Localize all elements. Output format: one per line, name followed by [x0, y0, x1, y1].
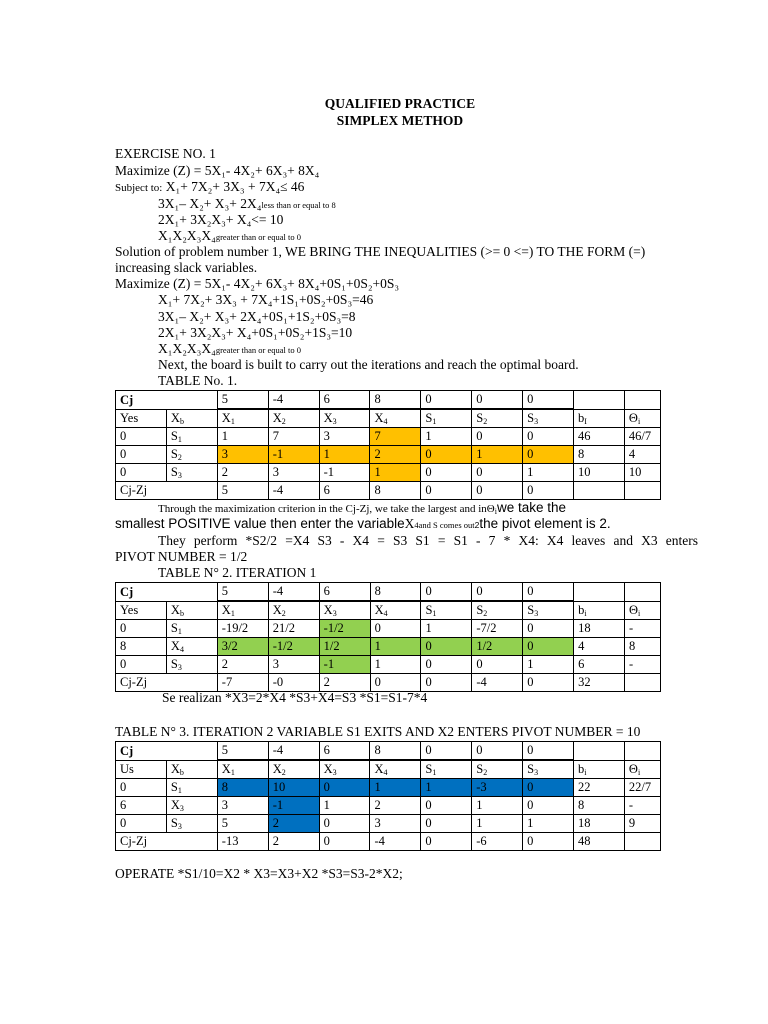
operations-line: They perform *S2/2 =X4 S3 - X4 = S3 S1 = S1 - 7 * X4: X4 leaves and X3 enters [158, 533, 698, 548]
table-cell: 3 [268, 464, 319, 482]
table-cell: 2 [217, 464, 268, 482]
table-cell: 1 [421, 428, 472, 446]
table-cell: 0 [370, 620, 421, 638]
table-cell: 0 [421, 464, 472, 482]
table-cell: -0 [268, 674, 319, 692]
table-cell: 0 [523, 797, 574, 815]
table-cell: 1 [217, 428, 268, 446]
table-cell [574, 742, 625, 761]
pivot-row-cell: -3 [472, 779, 523, 797]
table-cell: 46/7 [624, 428, 660, 446]
table-cell: $S_3$ [166, 464, 217, 482]
table-cell: 21/2 [268, 620, 319, 638]
table-cell: 5 [217, 742, 268, 760]
table-row [116, 797, 661, 815]
table-cell: - [624, 797, 660, 815]
table-cell: 10 [624, 464, 660, 482]
table-header-cell: Us [116, 761, 167, 779]
table-header-cell: Yes [116, 410, 167, 428]
table-header-cell: $S_3$ [523, 602, 574, 620]
pivot-element-cell: 1/2 [319, 638, 370, 656]
table-cell: 3 [268, 656, 319, 674]
constraint-4-small: greater than or equal to 0 [215, 232, 302, 242]
table-cell: 0 [421, 815, 472, 833]
pivot-row-cell: 3/2 [217, 638, 268, 656]
table-cell: Cj-Zj [116, 482, 218, 500]
table-cell: - [624, 620, 660, 638]
solution-line-1: Solution of problem number 1, WE BRING THE INEQUALITIES (>= 0 <=) TO THE FORM (=) [115, 244, 646, 259]
equation-2: 3X₁– X₂+ X₃+ 2X₄+0S₁+1S₂+0S₃=8 [158, 309, 356, 324]
table-cell: 8 [116, 638, 167, 656]
table-header-cell: $S_3$ [523, 410, 574, 428]
constraint-1-expr: X₁+ 7X₂+ 3X₃ + 7X₄≤ 46 [162, 179, 305, 194]
table-cell: 7 [268, 428, 319, 446]
pivot-column-cell: -1/2 [319, 620, 370, 638]
table-row [116, 464, 661, 482]
title-line-2: SIMPLEX METHOD [336, 113, 464, 128]
table-cell: 1 [523, 656, 574, 674]
cj-row [116, 391, 661, 409]
table-header-row [116, 410, 661, 428]
cjzj-row [116, 674, 661, 692]
table-cell: 5 [217, 583, 268, 601]
table-cell: $S_1$ [166, 620, 217, 638]
table-row [116, 656, 661, 674]
table-cell: 8 [370, 391, 421, 409]
table-cell: 0 [421, 583, 472, 601]
simplex-table-3 [115, 741, 661, 851]
constraint-3: 2X₁+ 3X₂X₃+ X₄<= 10 [158, 212, 284, 227]
explanation-small: 2 [474, 520, 480, 530]
simplex-table-2 [115, 582, 661, 692]
table-cell: 4 [624, 446, 660, 464]
table-cell: 6 [319, 583, 370, 601]
table-header-cell: $X_b$ [166, 602, 217, 620]
table-header-cell: $X_4$ [370, 410, 421, 428]
table-cell: 2 [268, 833, 319, 851]
table-cell: $X_4$ [166, 638, 217, 656]
table-1-label: TABLE No. 1. [158, 373, 238, 388]
table-cell: 48 [574, 833, 625, 851]
table-3-label: TABLE N° 3. ITERATION 2 VARIABLE S1 EXITS AND X2 ENTERS PIVOT NUMBER = 10 [115, 724, 641, 739]
table-cell: 0 [472, 482, 523, 500]
table-header-cell: $S_2$ [472, 761, 523, 779]
cjzj-row [116, 482, 661, 500]
constraint-1 [115, 179, 304, 196]
table-2-label: TABLE N° 2. ITERATION 1 [158, 565, 317, 580]
table-header-cell: $b_I$ [574, 410, 625, 428]
table-cell: -7/2 [472, 620, 523, 638]
explanation-line-2 [115, 516, 611, 533]
table-cell: 22 [574, 779, 625, 797]
table-cell: 0 [370, 674, 421, 692]
table-cell: 0 [472, 391, 523, 409]
table-header-cell: $X_3$ [319, 761, 370, 779]
table-cell [624, 482, 660, 500]
table-cell [574, 391, 625, 410]
pivot-element-cell: 2 [370, 446, 421, 464]
table-cell: $S_3$ [166, 815, 217, 833]
table-row [116, 638, 661, 656]
pivot-row-cell: 3 [217, 446, 268, 464]
table-cell: 1 [319, 797, 370, 815]
table-cell: 0 [319, 815, 370, 833]
pivot-column-cell: -1 [319, 656, 370, 674]
table-cell: 6 [319, 391, 370, 409]
table-header-cell: $X_2$ [268, 410, 319, 428]
pivot-row-cell: -1 [268, 446, 319, 464]
cj-label: Cj [116, 391, 218, 410]
table-cell: 9 [624, 815, 660, 833]
table-row [116, 779, 661, 797]
table-cell: 0 [116, 446, 167, 464]
table-cell: 6 [574, 656, 625, 674]
table-header-row [116, 761, 661, 779]
explanation-text: Through the maximization criterion in the Cj-Zj, we take the largest and in [158, 503, 487, 515]
table-cell: 1 [472, 797, 523, 815]
table-cell: 0 [472, 742, 523, 760]
table-cell: 0 [472, 656, 523, 674]
table-cell: 8 [574, 446, 625, 464]
objective-function-standard: Maximize (Z) = 5X₁- 4X₂+ 6X₃+ 8X₄+0S₁+0S₂+0S₃ [115, 276, 400, 291]
table-cell [624, 833, 660, 851]
table-cell: 0 [523, 742, 574, 760]
table-cell: 0 [523, 391, 574, 409]
table-cell: -4 [268, 391, 319, 409]
table-cell: 0 [523, 428, 574, 446]
table-cell: 6 [116, 797, 167, 815]
table-cell [624, 583, 660, 602]
table-cell: 0 [116, 779, 167, 797]
pivot-column-cell: -1 [268, 797, 319, 815]
table-cell: 8 [624, 638, 660, 656]
table-cell: 18 [574, 620, 625, 638]
table-header-cell: $S_1$ [421, 410, 472, 428]
equation-4-expr: X₁X₂X₃X₄ [158, 341, 216, 356]
table-cell: 0 [523, 674, 574, 692]
table-header-cell: $S_1$ [421, 602, 472, 620]
pivot-row-cell: 1/2 [472, 638, 523, 656]
constraint-4-expr: X₁X₂X₃X₄ [158, 228, 216, 243]
table-cell: 2 [370, 797, 421, 815]
pivot-row-cell: 1 [370, 638, 421, 656]
pivot-column-cell: 2 [268, 815, 319, 833]
pivot-row-cell: 0 [319, 779, 370, 797]
table-header-cell: $S_3$ [523, 761, 574, 779]
cjzj-row [116, 833, 661, 851]
table-cell: 0 [116, 428, 167, 446]
table-header-cell: $X_1$ [217, 602, 268, 620]
table-row [116, 815, 661, 833]
table-cell: $S_1$ [166, 779, 217, 797]
table-cell [624, 391, 660, 410]
table-cell: 6 [319, 482, 370, 500]
table-cell [574, 583, 625, 602]
table-cell [574, 482, 625, 500]
pivot-column-cell: 7 [370, 428, 421, 446]
table-row [116, 620, 661, 638]
table-cell: $S_3$ [166, 656, 217, 674]
table-cell: 0 [116, 464, 167, 482]
table-cell: 8 [370, 482, 421, 500]
table-cell: 32 [574, 674, 625, 692]
table-header-cell: $X_b$ [166, 761, 217, 779]
pivot-element-cell: 10 [268, 779, 319, 797]
table-cell: 0 [472, 464, 523, 482]
table-header-cell: $X_3$ [319, 602, 370, 620]
table-header-cell: $b_i$ [574, 602, 625, 620]
table-header-cell: $X_3$ [319, 410, 370, 428]
table-cell: $X_3$ [166, 797, 217, 815]
pivot-row-cell: 1 [421, 779, 472, 797]
table-cell: 0 [421, 674, 472, 692]
explanation-text: the pivot element is 2. [479, 516, 611, 531]
pivot-row-cell: 0 [421, 446, 472, 464]
table-cell: 3 [217, 797, 268, 815]
table-cell: 1 [523, 815, 574, 833]
objective-function: Maximize (Z) = 5X₁- 4X₂+ 6X₃+ 8X₄ [115, 163, 320, 178]
table-cell: 46 [574, 428, 625, 446]
table-cell [624, 742, 660, 761]
table-cell: 2 [319, 674, 370, 692]
simplex-table-1 [115, 390, 661, 500]
table-cell: 0 [472, 583, 523, 601]
table-cell: -19/2 [217, 620, 268, 638]
pivot-row-cell: 0 [421, 638, 472, 656]
title-line-1: QUALIFIED PRACTICE [324, 96, 476, 111]
table-cell: 4 [574, 638, 625, 656]
table-cell: Cj-Zj [116, 674, 218, 692]
constraint-4 [158, 228, 301, 245]
explanation-text: X [404, 516, 415, 531]
equation-4 [158, 341, 301, 358]
table-cell: 0 [523, 833, 574, 851]
theta-symbol: $\Theta_i$ [486, 503, 497, 516]
pivot-row-cell: 8 [217, 779, 268, 797]
table-header-cell: $\Theta_i$ [624, 602, 660, 620]
exercise-heading: EXERCISE NO. 1 [115, 146, 216, 161]
table-cell: 5 [217, 482, 268, 500]
table-cell: 1 [370, 656, 421, 674]
table-header-cell: $S_1$ [421, 761, 472, 779]
table-cell: 10 [574, 464, 625, 482]
table-cell: $S_2$ [166, 446, 217, 464]
table-header-cell: $X_2$ [268, 761, 319, 779]
table-header-cell: $X_4$ [370, 602, 421, 620]
table-cell: 3 [319, 428, 370, 446]
table-cell: 0 [421, 833, 472, 851]
table-cell: 8 [370, 583, 421, 601]
pivot-row-cell: 0 [523, 779, 574, 797]
table-cell: -6 [472, 833, 523, 851]
operations-spanish-line: Se realizan *X3=2*X4 *S3+X4=S3 *S1=S1-7*4 [162, 690, 428, 705]
table-cell: -4 [268, 742, 319, 760]
table-cell: 3 [370, 815, 421, 833]
explanation-text: smallest POSITIVE value then enter the variable [115, 516, 405, 531]
cj-row [116, 742, 661, 760]
table-cell: Cj-Zj [116, 833, 218, 851]
next-paragraph: Next, the board is built to carry out the iterations and reach the optimal board. [158, 357, 579, 372]
constraint-2-expr: 3X₁– X₂+ X₃+ 2X₄ [158, 196, 262, 211]
table-cell: 5 [217, 815, 268, 833]
table-cell: 1 [472, 815, 523, 833]
table-cell: -4 [268, 583, 319, 601]
table-cell: 0 [523, 482, 574, 500]
table-header-cell: Yes [116, 602, 167, 620]
table-header-cell: $\Theta_i$ [624, 410, 660, 428]
table-cell: $S_1$ [166, 428, 217, 446]
operate-line: OPERATE *S1/10=X2 * X3=X3+X2 *S3=S3-2*X2; [115, 866, 403, 881]
pivot-column-cell: 1 [370, 464, 421, 482]
table-cell: 22/7 [624, 779, 660, 797]
cj-row [116, 583, 661, 601]
table-header-cell: $X_4$ [370, 761, 421, 779]
table-cell: 0 [421, 482, 472, 500]
table-header-cell: $S_2$ [472, 410, 523, 428]
equation-4-small: greater than or equal to 0 [215, 345, 302, 355]
table-header-cell: $X_1$ [217, 410, 268, 428]
pivot-row-cell: 0 [523, 446, 574, 464]
equation-1: X₁+ 7X₂+ 3X₃ + 7X₄+1S₁+0S₂+0S₃=46 [158, 292, 374, 307]
pivot-row-cell: 1 [472, 446, 523, 464]
table-cell: 5 [217, 391, 268, 409]
table-cell: 0 [116, 656, 167, 674]
explanation-small: 4and S comes out [414, 520, 475, 530]
table-cell: -4 [472, 674, 523, 692]
table-cell: -13 [217, 833, 268, 851]
table-cell: -4 [370, 833, 421, 851]
table-row [116, 446, 661, 464]
table-cell: -4 [268, 482, 319, 500]
table-cell: - [624, 656, 660, 674]
table-header-cell: $S_2$ [472, 602, 523, 620]
table-header-cell: $X_1$ [217, 761, 268, 779]
pivot-row-cell: 0 [523, 638, 574, 656]
table-header-cell: $b_i$ [574, 761, 625, 779]
table-header-cell: $\Theta_i$ [624, 761, 660, 779]
equation-3: 2X₁+ 3X₂X₃+ X₄+0S₁+0S₂+1S₃=10 [158, 325, 353, 340]
table-cell: -7 [217, 674, 268, 692]
subject-to-label: Subject to: [115, 182, 163, 194]
table-cell: 1 [523, 464, 574, 482]
pivot-row-cell: -1/2 [268, 638, 319, 656]
table-row [116, 428, 661, 446]
pivot-row-cell: 1 [319, 446, 370, 464]
pivot-number-line: PIVOT NUMBER = 1/2 [115, 549, 248, 564]
table-header-cell: $X_b$ [166, 410, 217, 428]
table-cell: 0 [523, 583, 574, 601]
table-cell [624, 674, 660, 692]
table-cell: 0 [116, 620, 167, 638]
explanation-text: we take the [496, 500, 567, 515]
table-cell: 8 [574, 797, 625, 815]
cj-label: Cj [116, 583, 218, 602]
table-cell: 1 [421, 620, 472, 638]
constraint-2 [158, 196, 336, 213]
pivot-row-cell: 1 [370, 779, 421, 797]
table-cell: 0 [421, 391, 472, 409]
table-cell: 0 [319, 833, 370, 851]
table-cell: 0 [421, 797, 472, 815]
table-cell: 0 [523, 620, 574, 638]
table-cell: 0 [421, 742, 472, 760]
table-cell: -1 [319, 464, 370, 482]
table-header-cell: $X_2$ [268, 602, 319, 620]
table-header-row [116, 602, 661, 620]
table-cell: 0 [421, 656, 472, 674]
table-cell: 2 [217, 656, 268, 674]
table-cell: 8 [370, 742, 421, 760]
table-cell: 6 [319, 742, 370, 760]
cj-label: Cj [116, 742, 218, 761]
table-cell: 0 [116, 815, 167, 833]
table-cell: 18 [574, 815, 625, 833]
solution-line-2: increasing slack variables. [115, 260, 258, 275]
table-cell: 0 [472, 428, 523, 446]
constraint-2-small: less than or equal to 8 [261, 200, 336, 210]
explanation-line-1 [158, 500, 566, 517]
